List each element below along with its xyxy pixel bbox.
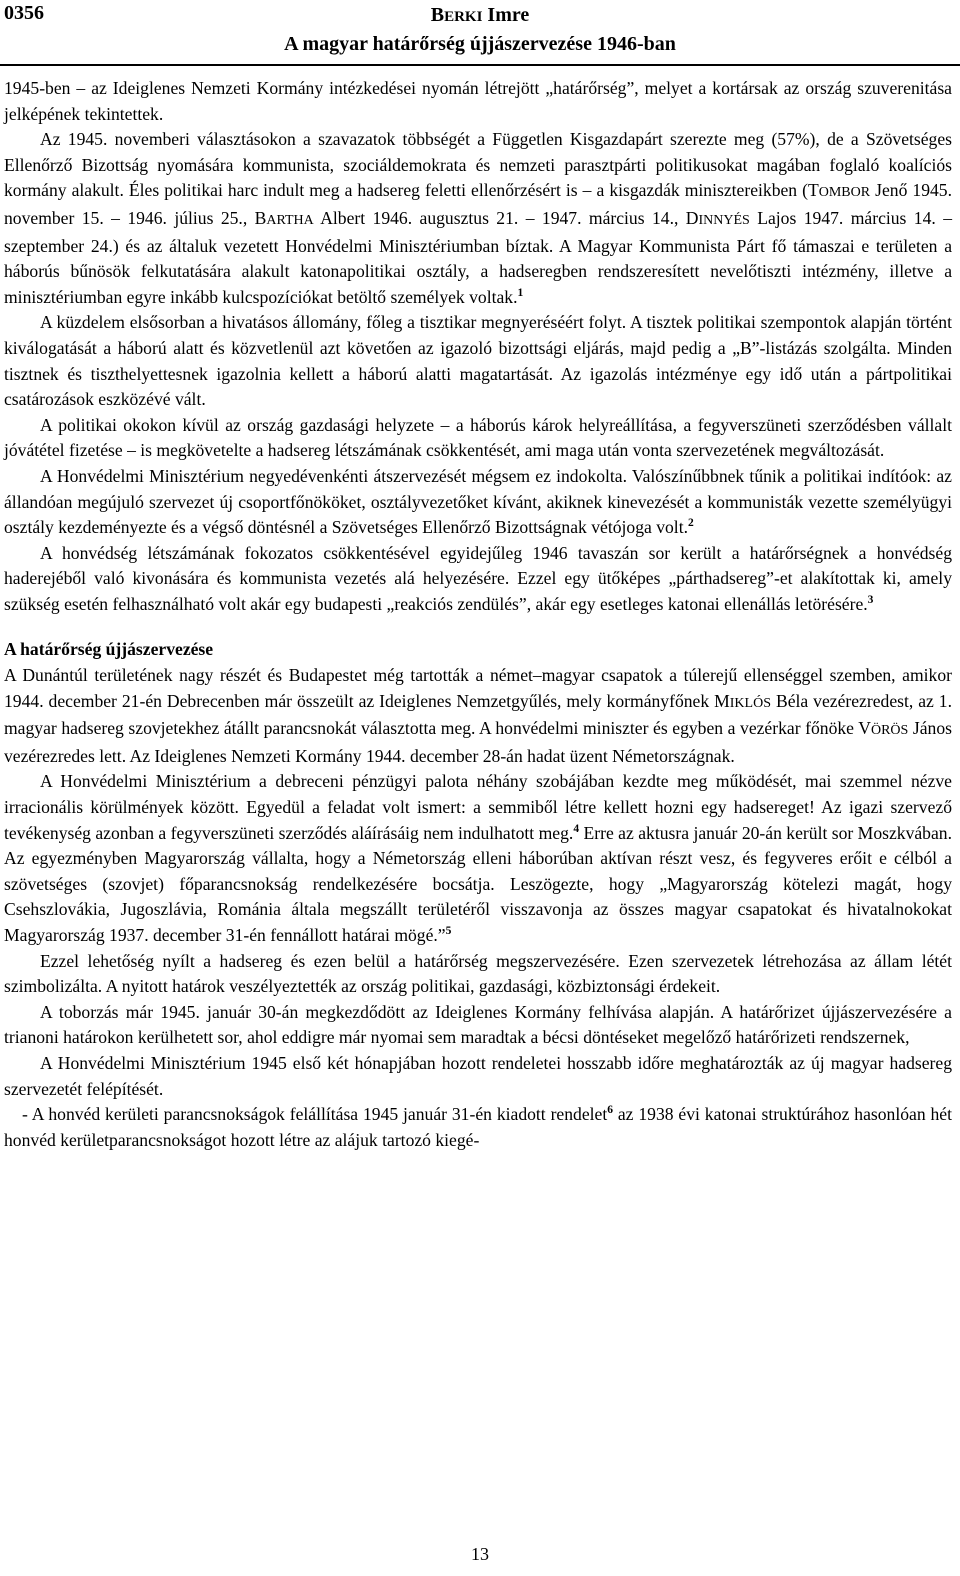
footnote-ref[interactable]: 5 <box>445 925 452 938</box>
paragraph: Ezzel lehetőség nyílt a hadsereg és ezen belül a határőrség megszervezésére. Ezen szervezetek létrehozása az állam létét szimbolizálta. A nyitott határok veszélyeztették az ország politikai, gazdasági, közbiztonsági érdekeit. <box>4 950 952 997</box>
page-footer-number: 13 <box>471 1544 489 1564</box>
footnote-ref[interactable]: 2 <box>687 517 694 530</box>
paragraph: 1945-ben – az Ideiglenes Nemzeti Kormány intézkedései nyomán létrejött „határőrség”, melyet a kortársak az ország szuverenitása jelképének tekintettek. <box>4 78 952 124</box>
paragraph: A küzdelem elsősorban a hivatásos állomány, főleg a tisztikar megnyeréséért folyt. A tisztek politikai szempontok alapján történt kiválogatását a háború alatt és közvetlenül azt követően az igazoló bizottsági eljárás, majd pedig a „B”-listázás szolgálta. Minden tisztnek és tiszthelyettesnek igazolnia kellett a háború alatti magatartását. Az igazolás intézménye egy idő után a pártpolitikai csatározások eszközévé vált. <box>4 312 952 410</box>
footnote-ref[interactable]: 6 <box>607 1104 613 1117</box>
article-title: A magyar határőrség újjászervezése 1946-ban <box>284 33 676 55</box>
paragraph: A Honvédelmi Minisztérium negyedévenkénti átszervezését mégsem ez indokolta. Valószínűbbnek tűnik a politikai indítóok: az állandóan megújuló szervezet új csoportfőnököket, osztályvezetőket kívánt, akiknek kinevezését a kommunisták vezette személyügyi osztály kezdeményezte és a végső döntésnél a Szövetséges Ellenőrző Bizottságnak vétójoga volt.$^2$ <box>4 465 952 538</box>
author-name: BERKI Imre <box>430 4 530 26</box>
page-number: 0356 <box>4 2 44 24</box>
section-heading: A határőrség újjászervezése <box>4 639 214 660</box>
document-body <box>4 76 952 1153</box>
paragraph: A politikai okokon kívül az ország gazdasági helyzete – a háborús károk helyreállítása, a fegyverszüneti szerződésben vállalt jóvátétel fizetése – is megkövetelte a hadsereg létszámának csökkentését, ami maga után vonta szervezetének megváltozását. <box>4 414 952 461</box>
paragraph: A Dunántúl területének nagy részét és Budapestet még tartották a német–magyar csapatok a túlerejű ellenséggel szemben, amikor 1944. december 21-én Debrecenben már összeült az Ideiglenes Nemzetgyűlés, mely kormányfőnek MIKLÓS Béla vezérezredest, az 1. magyar hadsereg szovjetekhez átállt parancsnokát választotta meg. A honvédelmi miniszter és egyben a vezérkar főnöke VÖRÖS János vezérezredes lett. Az Ideiglenes Nemzeti Kormány 1944. december 28-án hadat üzent Németországnak. <box>4 665 952 766</box>
paragraph: A Honvédelmi Minisztérium 1945 első két hónapjában hozott rendeletei hosszabb időre meghatározták az új magyar hadsereg szervezetét felépítését. <box>4 1052 952 1099</box>
footnote-ref[interactable]: 4 <box>573 822 580 835</box>
list-item: - A honvéd kerületi parancsnokságok felállítása 1945 január 31-én kiadott rendelet$^6$ az 1938 évi katonai struktúrához hasonlóan hét honvéd kerületparancsnokságot hozott létre az alájuk tartozó kiegé- <box>4 1104 953 1150</box>
paragraph: Az 1945. novemberi választásokon a szavazatok többségét a Független Kisgazdapárt szerezte meg (57%), de a Szövetséges Ellenőrző Bizottság nyomására kommunista, szociáldemokrata és nemzeti parasztpárti politikusokat magában foglaló koalíciós kormány alakult. Éles politikai harc indult meg a hadsereg feletti ellenőrzésért is – a kisgazdák minisztereikben (TOMBOR Jenő 1945. november 15. – 1946. július 25., BARTHA Albert 1946. augusztus 21. – 1947. március 14., DINNYÉS Lajos 1947. március 14. – szeptember 24.) és az általuk vezetett Honvédelmi Minisztériumban bíztak. A Magyar Kommunista Párt fő támaszai e területen a háborús bűnösök felkutatására alakult katonapolitikai osztály, a hadseregben rendszeresített nevelőtiszti intézmény, illetve a minisztériumban egyre inkább kulcspozíciókat betöltő személyek voltak.$^1$ <box>4 129 952 307</box>
footnote-ref[interactable]: 1 <box>517 286 524 299</box>
paragraph: A honvédség létszámának fokozatos csökkentésével egyidejűleg 1946 tavaszán sor került a határőrségnek a honvédség haderejéből való kivonására és kommunista vezetés alá helyezésére. Ezzel egy ütőképes „párthadsereg”-et alakítottak ki, amely szükség esetén felhasználható volt akár egy budapesti „reakciós zendülés”, akár egy esetleges katonai ellenállás letörésére.$^3$ <box>4 542 952 614</box>
footnote-ref[interactable]: 3 <box>867 594 874 607</box>
running-head <box>0 2 960 58</box>
paragraph: A toborzás már 1945. január 30-án megkezdődött az Ideiglenes Kormány felhívása alapján. A határőrizet újjászervezésére a trianoni határokon kerülhetett sor, ahol eddigre már nyomai sem maradtak a bécsi döntéseket megelőző határőrizeti rendszernek, <box>4 1001 952 1048</box>
page-header <box>0 0 960 56</box>
paragraph: A Honvédelmi Minisztérium a debreceni pénzügyi palota néhány szobájában kezdte meg működését, mai szemmel nézve irracionális körülmények között. Egyedül a feladat volt ismert: a semmiből létre kellett hozni egy hadsereget! Az igazi szervező tevékenység azonban a fegyverszüneti szerződés aláírásáig nem indulhatott meg.$^4$ Erre az aktusra január 20-án került sor Moszkvában. Az egyezményben Magyarország vállalta, hogy a Németország elleni háborúban aktívan részt vesz, és fegyveres erőit e célból a szövetséges (szovjet) főparancsnokság rendelkezésére bocsátja. Leszögezte, hogy „Magyarország kötelezi magát, hogy Csehszlovákia, Jugoszlávia, Románia általa megszállt területéről visszavonja az összes magyar csapatokat és hivatalnokokat Magyarország 1937. december 31-én fennállott határai mögé.”$^5$ <box>4 771 952 945</box>
header-divider <box>0 64 960 66</box>
